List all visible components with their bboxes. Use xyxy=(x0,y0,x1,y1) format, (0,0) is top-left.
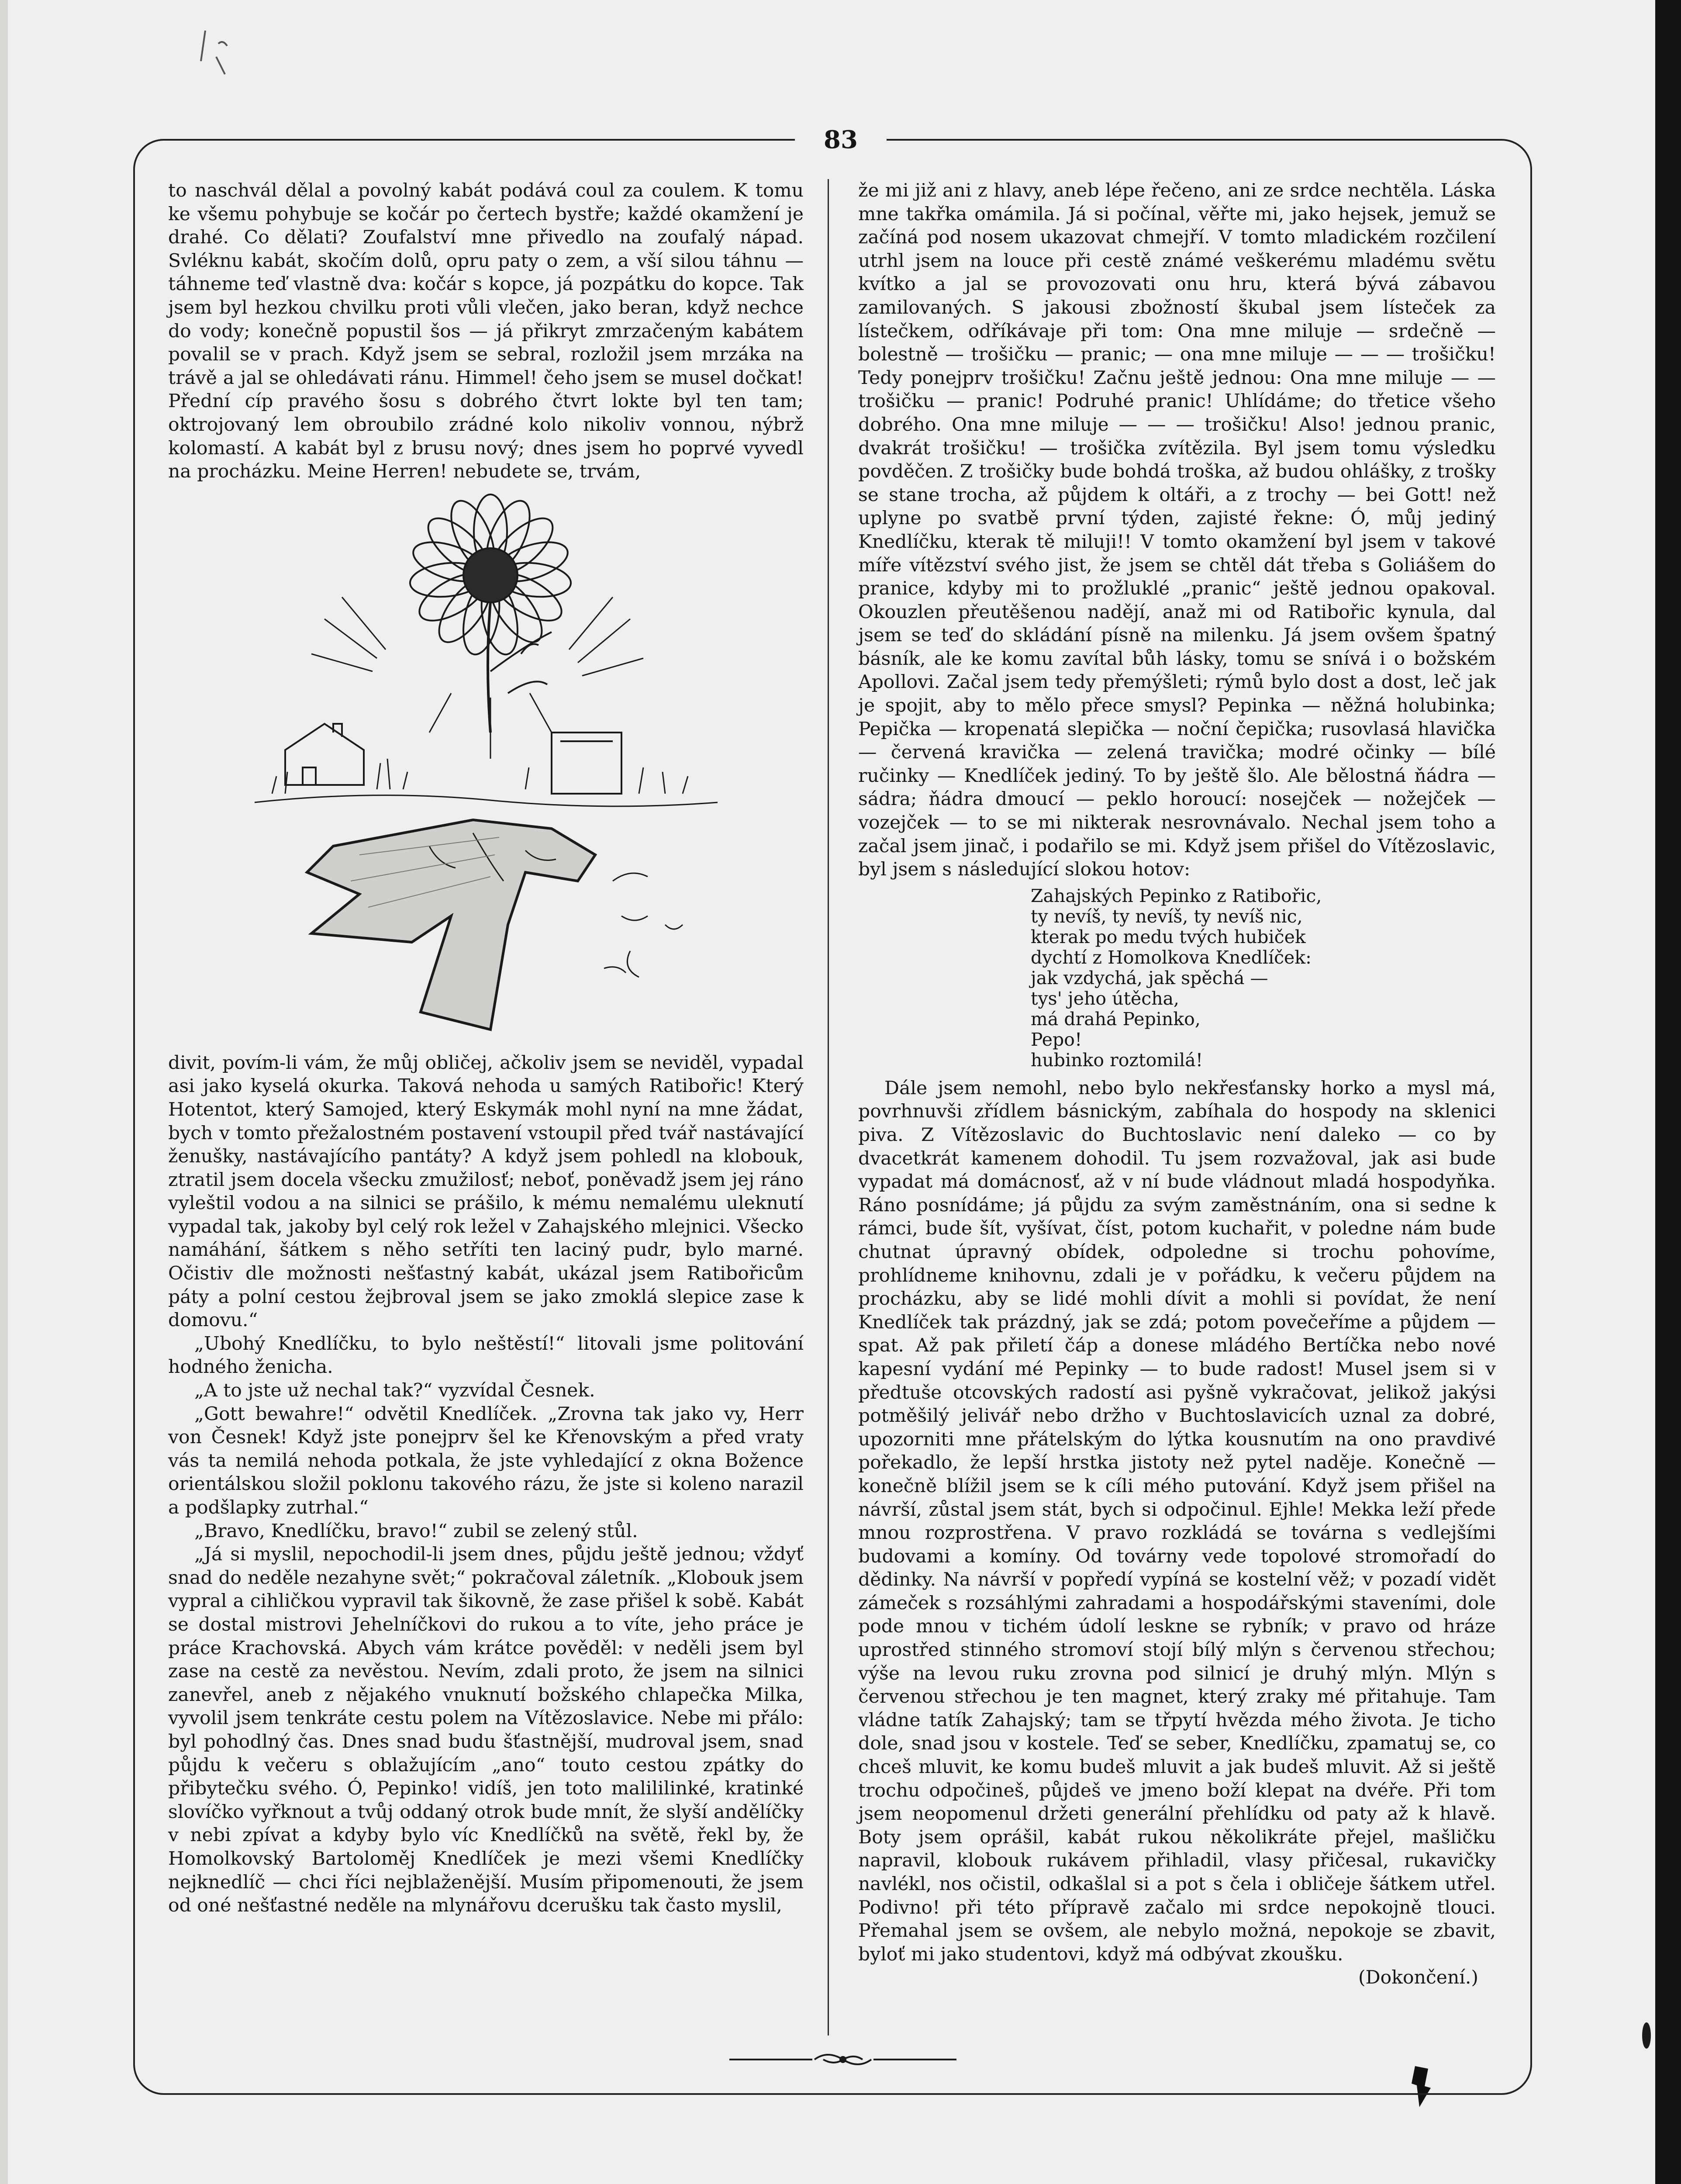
page-number: 83 xyxy=(795,124,887,155)
paragraph: to naschvál dělal a povolný kabát podává coul za coulem. K tomu ke všemu pohybuje se kočár po čertech bystře; každé okamžení je drahé. Co dělati? Zoufalství mne přivedlo na zoufalý nápad. Svléknu kabát, skočím dolů, opru paty o zem, a vší silou táhnu — táhneme teď vlastně dva: kočár s kopce, já pozpátku do kopce. Tak jsem byl hezkou chvilku proti vůli vlečen, jako beran, když nechce do vody; konečně popustil šos — já přikryt zmrzačeným kabátem povalil se v prach. Když jsem se sebral, rozložil jsem mrzáka na trávě a jal se ohledávati ránu. Himmel! čeho jsem se musel dočkat! Přední cíp pravého šosu s dobrého čtvrt lokte byl ten tam; oktrojovaný lem obroubilo zrádné kolo nikoliv vonnou, nýbrž kolomastí. A kabát byl z brusu nový; dnes jsem ho poprvé vyvedl na procházku. Meine Herren! nebudete se, trvám, xyxy=(168,180,804,483)
poem-line: Zahajských Pepinko z Ratibořic, xyxy=(1031,885,1322,906)
poem-line: dychtí z Homolkova Knedlíček: xyxy=(1031,947,1312,968)
paragraph: „Gott bewahre!“ odvětil Knedlíček. „Zrovna tak jako vy, Herr von Česnek! Když jste ponejprv šel ke Křenovským a před vraty vás ta nemilá nehoda potkala, že jste vyhledající z okna Božence orientálskou složil poklonu takového rázu, že jste si koleno narazil a podšlapky zutrhal.“ xyxy=(168,1403,804,1518)
poem-line: tys' jeho útěcha, xyxy=(1031,988,1180,1009)
column-divider xyxy=(828,179,829,2035)
ornament-divider xyxy=(729,2049,956,2070)
poem-line: jak vzdychá, jak spěchá — xyxy=(1031,967,1268,988)
scan-margin-right xyxy=(1655,0,1681,2184)
poem-line: má drahá Pepinko, xyxy=(1031,1008,1201,1030)
paragraph: divit, povím-li vám, že můj obličej, ačkoliv jsem se neviděl, vypadal asi jako kyselá okurka. Taková nehoda u samých Ratibořic! Který Hotentot, který Samojed, který Eskymák mohl nyní na mne žádat, bych v tomto přežalostném postavení vstoupil před tvář nastávající ženušky, nastávajícího pantáty? A když jsem pohledl na klobouk, ztratil jsem docela všecku zmužilosť; neboť, poněvadž jsem jej ráno vyleštil vodou a na silnici se prášilo, k mému nemalému uleknutí vypadal tak, jakoby byl celý rok ležel v Zahajského mlejnici. Všecko namáhání, šátkem s něho setříti ten laciný pudr, bylo marné. Očistiv dle možnosti nešťastný kabát, ukázal jsem Ratibořicům páty a polní cestou žejbroval jsem se jako zmoklá slepice zase k domovu.“ xyxy=(168,1052,804,1331)
scan-margin-left xyxy=(0,0,8,2184)
pencil-mark xyxy=(192,26,253,79)
paragraph: „A to jste už nechal tak?“ vyzvídal Česnek. xyxy=(194,1380,595,1402)
paragraph: „Bravo, Knedlíčku, bravo!“ zubil se zelený stůl. xyxy=(194,1520,638,1542)
ink-dot xyxy=(1636,2018,1657,2053)
poem-line: ty nevíš, ty nevíš, ty nevíš nic, xyxy=(1031,905,1303,927)
poem-line: Pepo! xyxy=(1031,1029,1082,1050)
paragraph: Dále jsem nemohl, nebo bylo nekřesťansky horko a mysl má, povrhnuvši zřídlem básnickým, zabíhala do hospody na sklenici piva. Z Vítězoslavic do Buchtoslavic není daleko — co by dvacetkrát kamenem dohodil. Tu jsem rozvažoval, jak asi bude vypadat má domácnosť, až v ní bude vládnout mladá hospodyňka. Ráno posnídáme; já půjdu za svým zaměstnáním, ona si sedne k rámci, bude šít, vyšívat, číst, potom kuchařit, v poledne nám bude chutnat úpravný obídek, odpoledne si trochu pohovíme, prohlídneme knihovnu, zdali je v pořádku, k večeru půjdem na procházku, aby se lidé mohli dívit a mohli si povídat, že není Knedlíček tak prázdný, jak se zdá; potom povečeříme a půjdem — spat. Až pak přiletí čáp a donese mládého Bertíčka nebo nové kapesní vydání mé Pepinky — to bude radost! Musel jsem si v předtuše otcovských radostí asi pyšně vykračovat, jelikož jakýsi potměšilý jelivář nebo držho v Buchtoslavicích uznal za dobré, upozorniti mne přátelským do lýtka kousnutím na ono pravdivé pořekadlo, že lepší hrstka jistoty než pytel naděje. Konečně — konečně blížil jsem se k cíli mého putování. Když jsem přišel na návrší, zůstal jsem stát, bych si odpočinul. Ejhle! Mekka leží přede mnou rozprostřena. V pravo rozkládá se továrna s vedlejšími budovami a komíny. Od továrny vede topolové stromořadí do dědinky. Na návrší v popředí vypíná se kostelní věž; v pozadí vidět zámeček s rozsáhlými zahradami a hospodářskými staveními, dole pode mnou v tichém údolí leskne se rybník; v pravo od hráze uprostřed stinného stromoví stojí bílý mlýn s červenou střechou; výše na levou ruku zrovna pod silnicí je druhý mlýn. Mlýn s červenou střechou je ten magnet, který zraky mé přitahuje. Tam vládne tatík Zahajský; tam se třpytí hvězda mého života. Je ticho dole, snad jsou v kostele. Teď se seber, Knedlíčku, zpamatuj se, co chceš mluvit, ke komu budeš mluvit a jak budeš mluvit. Až si ještě trochu odpočineš, půjdeš ve jmeno boží klepat na dvéře. Při tom jsem neopomenul držeti generální přehlídku od paty až k hlavě. Boty jsem oprášil, kabát rukou několikráte přejel, mašličku napravil, klobouk rukávem přihladil, vlasy přičesal, rukavičky navlékl, nos očistil, odkašlal si a pot s čela i obličeje šátkem utřel. Podivno! při této přípravě začalo mi srdce nepokojně tlouci. Přemahal jsem se ovšem, ale nebylo možná, nepokoje se zbavit, byloť mi jako studentovi, když má odbývat zkoušku. xyxy=(858,1077,1496,1965)
left-column xyxy=(168,179,804,1918)
poem-stanza xyxy=(1031,886,1496,1071)
poem-line: hubinko roztomilá! xyxy=(1031,1049,1203,1071)
paragraph: „Já si myslil, nepochodil-li jsem dnes, půjdu ještě jednou; vždyť snad do neděle nezahyne svět;“ pokračoval záletník. „Klobouk jsem vypral a cihličkou vypravil tak šikovně, že zase přišel k sobě. Kabát se dostal mistrovi Jehelníčkovi do rukou a to víte, jeho práce je práce Krachovská. Abych vám krátce pověděl: v neděli jsem byl zase na cestě za nevěstou. Nevím, zdali proto, že jsem na silnici zanevřel, aneb z nějakého vnuknutí božského chlapečka Milka, vyvolil jsem tenkráte cestu polem na Vítězoslavice. Nebe mi přálo: byl pohodlný čas. Dnes snad budu šťastnější, mudroval jsem, snad půjdu k večeru s oblažujícím „ano“ touto cestou zpátky do přibytečku svého. Ó, Pepinko! vidíš, jen toto malililinké, kratinké slovíčko vyřknout a tvůj oddaný otrok bude mnít, že slyší andělíčky v nebi zpívat a kdyby bylo víc Knedlíčků na světě, řekl by, že Homolkovský Bartoloměj Knedlíček je mezi všemi Knedlíčky nejknedlíč — chci říci nejblaženější. Musím připomenouti, že jsem od oné nešťastné neděle na mlynářovu dcerušku tak často myslil, xyxy=(168,1544,804,1917)
paragraph: „Ubohý Knedlíčku, to bylo neštěstí!“ litovali jsme politování hodného ženicha. xyxy=(168,1333,804,1378)
daisy-illustration xyxy=(246,488,726,1043)
paragraph: že mi již ani z hlavy, aneb lépe řečeno, ani ze srdce nechtěla. Láska mne takřka omámila. Já si počínal, věřte mi, jako hejsek, jemuž se začíná pod nosem ukazovat chmejří. V tomto mladickém rozčilení utrhl jsem na louce při cestě známé veškerému mladému světu kvítko a jal se provozovati onu hru, která bývá zábavou zamilovaných. S jakousi zbožností škubal jsem lísteček za lístečkem, odříkávaje při tom: Ona mne miluje — srdečně — bolestně — trošičku — pranic; — ona mne miluje — — — trošičku! Tedy ponejprv trošičku! Začnu ještě jednou: Ona mne miluje — — trošičku — pranic! Podruhé pranic! Uhlídáme; do třetice všeho dobrého. Ona mne miluje — — — trošičku! Also! jednou pranic, dvakrát trošičku! — trošička zvítězila. Byl jsem tomu výsledku povděčen. Z trošičky bude bohdá troška, až budou ohlášky, z trošky se stane trocha, až půjdem k oltáři, a z trochy — bei Gott! než uplyne po svatbě první týden, zajisté řekne: Ó, můj jediný Knedlíčku, kterak tě miluji!! V tomto okamžení byl jsem v takové míře vítězství svého jist, že jsem se chtěl dát třeba s Goliášem do pranice, kdyby mi to prožluklé „pranic“ ještě jednou opakoval. Okouzlen přeutěšenou nadějí, anaž mi od Ratibořic kynula, dal jsem se teď do skládání písně na milenku. Já jsem ovšem špatný básník, ale ke komu zavítal bůh lásky, tomu se snívá i o božském Apollovi. Začal jsem tedy přemýšleti; rýmů bylo dost a dost, leč jak je spojit, aby to mělo přece smysl? Pepinka — něžná holubinka; Pepička — kropenatá slepička — noční čepička; rusovlasá hlavička — červená kravička — zelená travička; modré očinky — bílé ručinky — Knedlíček jediný. To by ještě šlo. Ale bělostná ňádra — sádra; ňádra dmoucí — peklo horoucí: nosejček — nožejček — vozejček — to se mi nikterak nesrovnávalo. Nechal jsem toho a začal jsem jinač, i podařilo se mi. Když jsem přišel do Vítězoslavic, byl jsem s následující slokou hotov: xyxy=(858,180,1496,881)
poem-line: kterak po medu tvých hubiček xyxy=(1031,926,1306,947)
continuation-note: (Dokončení.) xyxy=(1358,1967,1478,1989)
right-column xyxy=(858,179,1496,1990)
